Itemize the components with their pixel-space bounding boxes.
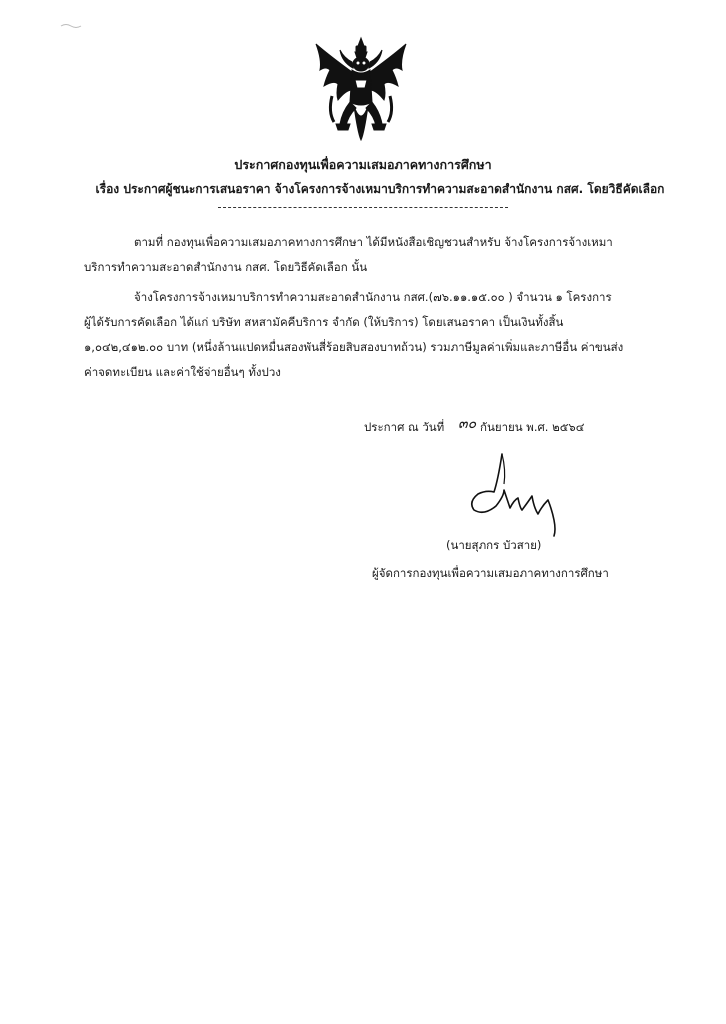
announce-date-day: ๓๐: [458, 416, 477, 432]
document-subject: เรื่อง ประกาศผู้ชนะการเสนอราคา จ้างโครงการจ้างเหมาบริการทำความสะอาดสำนักงาน กสศ. โดยวิธีคัดเลือก: [95, 182, 665, 196]
paragraph-2-line-1: จ้างโครงการจ้างเหมาบริการทำความสะอาดสำนักงาน กสศ.(๗๖.๑๑.๑๕.๐๐ ) จำนวน ๑ โครงการ: [134, 290, 612, 304]
announce-date-suffix: กันยายน พ.ศ. ๒๕๖๔: [480, 420, 585, 434]
garuda-emblem-icon: [312, 36, 410, 142]
document-title: ประกาศกองทุนเพื่อความเสมอภาคทางการศึกษา: [234, 157, 492, 172]
paragraph-2-line-4: ค่าจดทะเบียน และค่าใช้จ่ายอื่นๆ ทั้งปวง: [84, 365, 281, 379]
title-divider: [218, 207, 508, 208]
paragraph-1-line-2: บริการทำความสะอาดสำนักงาน กสศ. โดยวิธีคัดเลือก นั้น: [84, 260, 368, 274]
paragraph-2-line-2: ผู้ได้รับการคัดเลือก ได้แก่ บริษัท สหสามัคคีบริการ จำกัด (ให้บริการ) โดยเสนอราคา เป็นเงินทั้งสิ้น: [84, 315, 564, 329]
handwritten-signature: [458, 450, 578, 540]
signatory-position: ผู้จัดการกองทุนเพื่อความเสมอภาคทางการศึกษา: [372, 566, 609, 580]
scan-mark: [60, 22, 82, 30]
announce-date-prefix: ประกาศ ณ วันที่: [364, 420, 445, 434]
paragraph-2-line-3: ๑,๐๔๒,๔๑๒.๐๐ บาท (หนึ่งล้านแปดหมื่นสองพันสี่ร้อยสิบสองบาทถ้วน) รวมภาษีมูลค่าเพิ่มและภาษีอื่น ค่าขนส่ง: [84, 340, 624, 354]
paragraph-1-line-1: ตามที่ กองทุนเพื่อความเสมอภาคทางการศึกษา ได้มีหนังสือเชิญชวนสำหรับ จ้างโครงการจ้างเหมา: [134, 235, 613, 249]
signatory-name: (นายสุภกร บัวสาย): [446, 538, 542, 552]
